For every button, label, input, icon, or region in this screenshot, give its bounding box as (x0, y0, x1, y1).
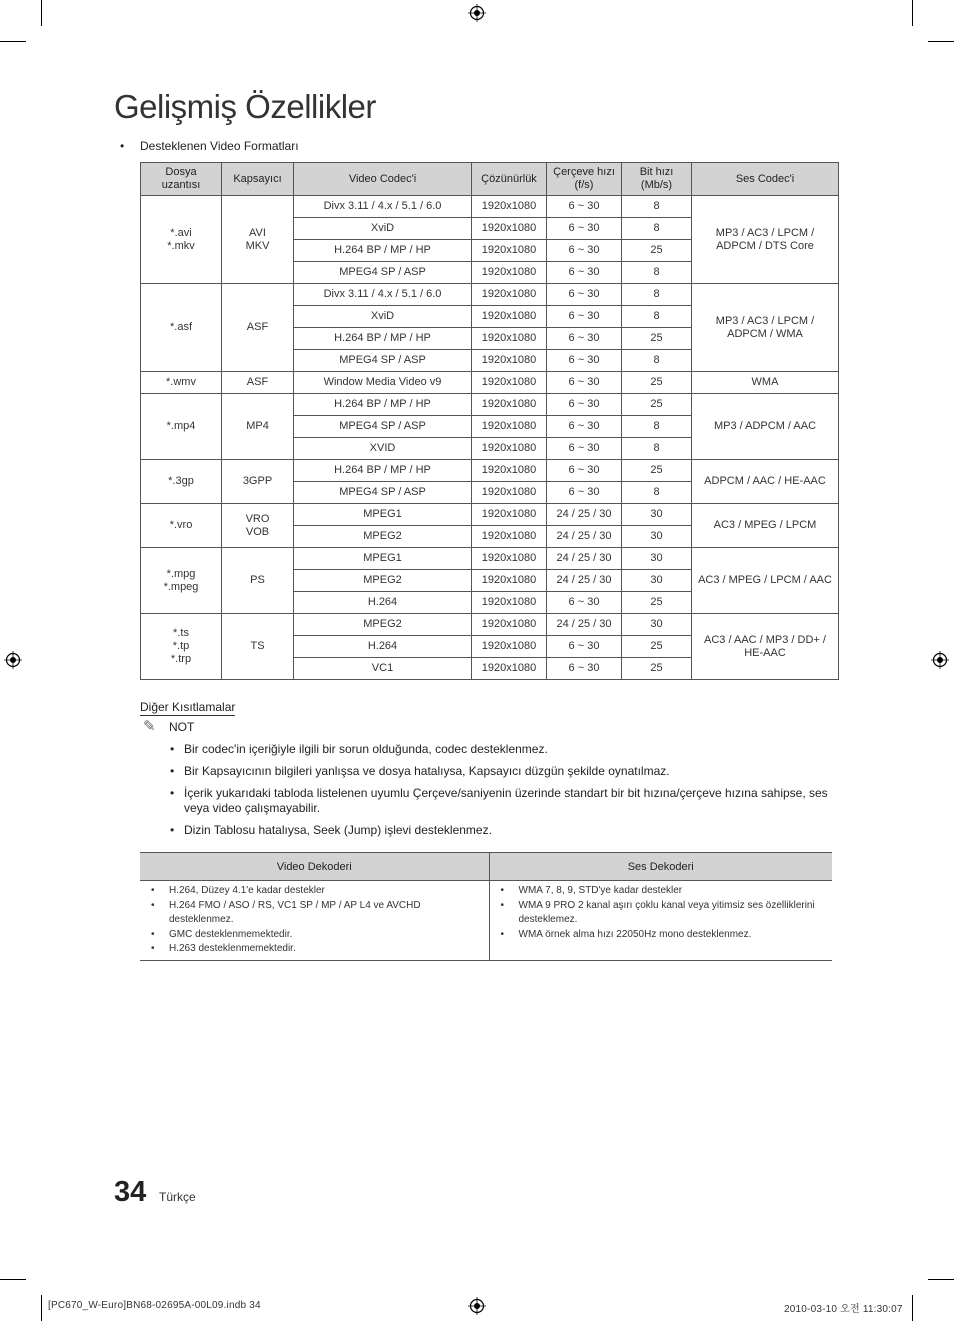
bit-rate-cell: 30 (622, 548, 692, 570)
bit-rate-cell: 8 (622, 416, 692, 438)
restrictions-heading: Diğer Kısıtlamalar (140, 700, 236, 714)
frame-rate-cell: 6 ~ 30 (547, 328, 622, 350)
table-row (141, 284, 839, 306)
container-cell: TS (222, 614, 294, 680)
frame-rate-cell: 24 / 25 / 30 (547, 570, 622, 592)
container-cell: ASF (222, 284, 294, 372)
container-cell: 3GPP (222, 460, 294, 504)
resolution-cell: 1920x1080 (472, 372, 547, 394)
resolution-cell: 1920x1080 (472, 196, 547, 218)
bit-rate-cell: 30 (622, 504, 692, 526)
resolution-cell: 1920x1080 (472, 504, 547, 526)
audio-codec-cell: AC3 / MPEG / LPCM (692, 504, 839, 548)
table-row (141, 614, 839, 636)
resolution-cell: 1920x1080 (472, 526, 547, 548)
video-codec-cell: Window Media Video v9 (294, 372, 472, 394)
page-language: Türkçe (159, 1190, 196, 1204)
resolution-cell: 1920x1080 (472, 482, 547, 504)
file-extension-cell: *.avi *.mkv (141, 196, 222, 284)
page-title: Gelişmiş Özellikler (114, 88, 376, 125)
table-row (141, 460, 839, 482)
page-number: 34 (114, 1176, 147, 1208)
container-cell: AVI MKV (222, 196, 294, 284)
video-codec-cell: H.264 BP / MP / HP (294, 394, 472, 416)
list-item: • WMA 7, 8, 9, STD'ye kadar destekler (500, 884, 825, 899)
resolution-cell: 1920x1080 (472, 614, 547, 636)
audio-decoder-list (500, 884, 825, 942)
file-extension-cell: *.ts *.tp *.trp (141, 614, 222, 680)
resolution-cell: 1920x1080 (472, 658, 547, 680)
bit-rate-cell: 8 (622, 284, 692, 306)
audio-decoder-header: Ses Dekoderi (489, 853, 832, 881)
container-cell: ASF (222, 372, 294, 394)
note-label: NOT (169, 720, 195, 734)
frame-rate-cell: 6 ~ 30 (547, 196, 622, 218)
pencil-note-icon: ✎ (143, 718, 156, 735)
bit-rate-cell: 8 (622, 218, 692, 240)
audio-codec-cell: MP3 / ADPCM / AAC (692, 394, 839, 460)
table-row (141, 394, 839, 416)
resolution-cell: 1920x1080 (472, 592, 547, 614)
video-decoder-cell (140, 881, 489, 961)
audio-codec-cell: AC3 / MPEG / LPCM / AAC (692, 548, 839, 614)
frame-rate-cell: 24 / 25 / 30 (547, 548, 622, 570)
crop-mark (0, 41, 26, 42)
resolution-cell: 1920x1080 (472, 284, 547, 306)
list-item: • H.264, Düzey 4.1'e kadar destekler (150, 884, 481, 899)
column-header: Çözünürlük (472, 163, 547, 196)
registration-mark-icon (468, 1297, 486, 1315)
bit-rate-cell: 25 (622, 372, 692, 394)
crop-mark (912, 1295, 913, 1321)
crop-mark (928, 1279, 954, 1280)
file-extension-cell: *.mp4 (141, 394, 222, 460)
table-row (141, 372, 839, 394)
table-row (141, 504, 839, 526)
column-header: Video Codec'i (294, 163, 472, 196)
video-codec-cell: MPEG4 SP / ASP (294, 416, 472, 438)
registration-mark-icon (4, 651, 22, 669)
video-codec-cell: XviD (294, 218, 472, 240)
table-header-row (140, 853, 832, 881)
section-heading: Desteklenen Video Formatları (140, 139, 299, 153)
frame-rate-cell: 6 ~ 30 (547, 306, 622, 328)
bit-rate-cell: 30 (622, 614, 692, 636)
list-item: • WMA örnek alma hızı 22050Hz mono desteklenmez. (500, 928, 825, 943)
resolution-cell: 1920x1080 (472, 438, 547, 460)
column-header: Çerçeve hızı (f/s) (547, 163, 622, 196)
resolution-cell: 1920x1080 (472, 240, 547, 262)
decoder-table (140, 852, 832, 961)
video-codec-cell: MPEG1 (294, 548, 472, 570)
frame-rate-cell: 6 ~ 30 (547, 350, 622, 372)
resolution-cell: 1920x1080 (472, 394, 547, 416)
video-codec-cell: H.264 (294, 592, 472, 614)
bit-rate-cell: 25 (622, 394, 692, 416)
column-header: Kapsayıcı (222, 163, 294, 196)
bit-rate-cell: 8 (622, 482, 692, 504)
video-codec-cell: MPEG4 SP / ASP (294, 482, 472, 504)
container-cell: MP4 (222, 394, 294, 460)
audio-codec-cell: ADPCM / AAC / HE-AAC (692, 460, 839, 504)
crop-mark (912, 0, 913, 26)
bit-rate-cell: 25 (622, 240, 692, 262)
bit-rate-cell: 25 (622, 328, 692, 350)
list-item: • GMC desteklenmemektedir. (150, 928, 481, 943)
video-codec-cell: H.264 BP / MP / HP (294, 328, 472, 350)
column-header: Ses Codec'i (692, 163, 839, 196)
video-codec-cell: MPEG2 (294, 614, 472, 636)
bit-rate-cell: 8 (622, 196, 692, 218)
table-row (140, 881, 832, 961)
bit-rate-cell: 30 (622, 570, 692, 592)
file-extension-cell: *.3gp (141, 460, 222, 504)
frame-rate-cell: 6 ~ 30 (547, 240, 622, 262)
bit-rate-cell: 30 (622, 526, 692, 548)
bit-rate-cell: 8 (622, 438, 692, 460)
frame-rate-cell: 6 ~ 30 (547, 658, 622, 680)
video-codec-cell: MPEG2 (294, 570, 472, 592)
video-codec-cell: XVID (294, 438, 472, 460)
registration-mark-icon (931, 651, 949, 669)
file-extension-cell: *.vro (141, 504, 222, 548)
list-item: • İçerik yukarıdaki tabloda listelenen uyumlu Çerçeve/saniyenin üzerinde standart bir bit hızına/çerçeve hızına sahipse, ses veya video çalışmayabilir. (168, 786, 833, 816)
video-codec-cell: Divx 3.11 / 4.x / 5.1 / 6.0 (294, 196, 472, 218)
frame-rate-cell: 6 ~ 30 (547, 416, 622, 438)
video-decoder-list (150, 884, 481, 957)
audio-codec-cell: MP3 / AC3 / LPCM / ADPCM / WMA (692, 284, 839, 372)
column-header: Bit hızı (Mb/s) (622, 163, 692, 196)
bullet-glyph: • (120, 139, 125, 153)
note-label-row (143, 717, 194, 735)
list-item: • H.264 FMO / ASO / RS, VC1 SP / MP / AP L4 ve AVCHD desteklenmez. (150, 899, 481, 928)
video-codec-cell: VC1 (294, 658, 472, 680)
audio-decoder-cell (489, 881, 832, 961)
resolution-cell: 1920x1080 (472, 636, 547, 658)
audio-codec-cell: WMA (692, 372, 839, 394)
bit-rate-cell: 8 (622, 350, 692, 372)
list-item: • Bir codec'in içeriğiyle ilgili bir sorun olduğunda, codec desteklenmez. (168, 742, 833, 757)
list-item: • WMA 9 PRO 2 kanal aşırı çoklu kanal veya yitimsiz ses özelliklerini desteklemez. (500, 899, 825, 928)
resolution-cell: 1920x1080 (472, 460, 547, 482)
bit-rate-cell: 25 (622, 658, 692, 680)
frame-rate-cell: 6 ~ 30 (547, 592, 622, 614)
frame-rate-cell: 6 ~ 30 (547, 284, 622, 306)
resolution-cell: 1920x1080 (472, 218, 547, 240)
crop-mark (41, 1295, 42, 1321)
section-bullet (120, 139, 299, 153)
bit-rate-cell: 25 (622, 636, 692, 658)
frame-rate-cell: 6 ~ 30 (547, 262, 622, 284)
registration-mark-icon (468, 4, 486, 22)
video-codec-cell: H.264 (294, 636, 472, 658)
frame-rate-cell: 6 ~ 30 (547, 438, 622, 460)
frame-rate-cell: 6 ~ 30 (547, 636, 622, 658)
resolution-cell: 1920x1080 (472, 570, 547, 592)
list-item: • H.263 desteklenmemektedir. (150, 942, 481, 957)
bit-rate-cell: 8 (622, 262, 692, 284)
container-cell: PS (222, 548, 294, 614)
frame-rate-cell: 6 ~ 30 (547, 482, 622, 504)
crop-mark (41, 0, 42, 26)
video-formats-table (140, 162, 839, 680)
table-header-row (141, 163, 839, 196)
audio-codec-cell: AC3 / AAC / MP3 / DD+ / HE-AAC (692, 614, 839, 680)
file-extension-cell: *.wmv (141, 372, 222, 394)
file-extension-cell: *.asf (141, 284, 222, 372)
video-codec-cell: MPEG4 SP / ASP (294, 262, 472, 284)
resolution-cell: 1920x1080 (472, 416, 547, 438)
footer-file-info: [PC670_W-Euro]BN68-02695A-00L09.indb 34 (48, 1300, 261, 1311)
video-decoder-header: Video Dekoderi (140, 853, 489, 881)
audio-codec-cell: MP3 / AC3 / LPCM / ADPCM / DTS Core (692, 196, 839, 284)
video-codec-cell: H.264 BP / MP / HP (294, 460, 472, 482)
table-row (141, 548, 839, 570)
bit-rate-cell: 25 (622, 592, 692, 614)
file-extension-cell: *.mpg *.mpeg (141, 548, 222, 614)
list-item: • Bir Kapsayıcının bilgileri yanlışsa ve dosya hatalıysa, Kapsayıcı düzgün şekilde oynatılmaz. (168, 764, 833, 779)
video-codec-cell: MPEG1 (294, 504, 472, 526)
crop-mark (928, 41, 954, 42)
resolution-cell: 1920x1080 (472, 328, 547, 350)
frame-rate-cell: 6 ~ 30 (547, 372, 622, 394)
resolution-cell: 1920x1080 (472, 548, 547, 570)
list-item: • Dizin Tablosu hatalıysa, Seek (Jump) işlevi desteklenmez. (168, 823, 833, 838)
bit-rate-cell: 25 (622, 460, 692, 482)
video-codec-cell: XviD (294, 306, 472, 328)
resolution-cell: 1920x1080 (472, 262, 547, 284)
frame-rate-cell: 6 ~ 30 (547, 460, 622, 482)
frame-rate-cell: 24 / 25 / 30 (547, 526, 622, 548)
resolution-cell: 1920x1080 (472, 306, 547, 328)
video-codec-cell: H.264 BP / MP / HP (294, 240, 472, 262)
crop-mark (0, 1279, 26, 1280)
restrictions-list (168, 742, 833, 845)
video-codec-cell: Divx 3.11 / 4.x / 5.1 / 6.0 (294, 284, 472, 306)
bit-rate-cell: 8 (622, 306, 692, 328)
video-codec-cell: MPEG4 SP / ASP (294, 350, 472, 372)
resolution-cell: 1920x1080 (472, 350, 547, 372)
container-cell: VRO VOB (222, 504, 294, 548)
frame-rate-cell: 6 ~ 30 (547, 394, 622, 416)
video-codec-cell: MPEG2 (294, 526, 472, 548)
footer-timestamp: 2010-03-10 오전 11:30:07 (784, 1304, 903, 1315)
frame-rate-cell: 24 / 25 / 30 (547, 504, 622, 526)
frame-rate-cell: 24 / 25 / 30 (547, 614, 622, 636)
table-row (141, 196, 839, 218)
column-header: Dosya uzantısı (141, 163, 222, 196)
frame-rate-cell: 6 ~ 30 (547, 218, 622, 240)
